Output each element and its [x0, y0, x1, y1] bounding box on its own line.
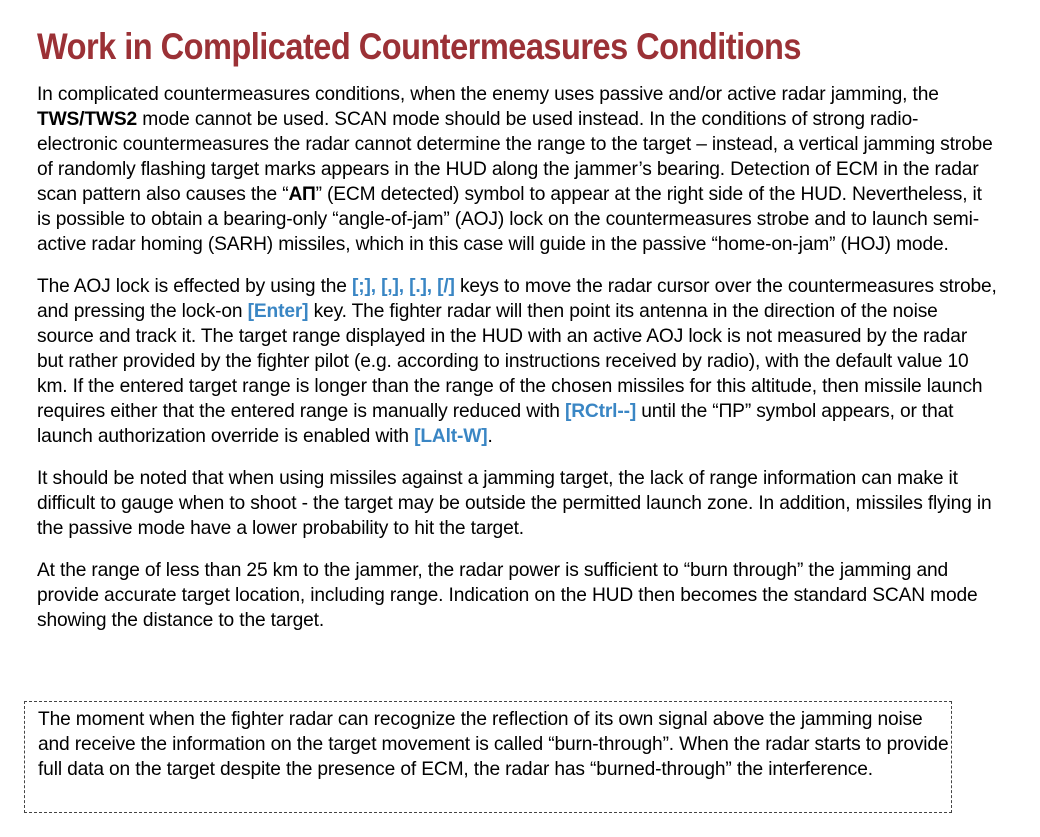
p2-text-a: The AOJ lock is effected by using the	[37, 276, 352, 297]
tws-mode-label: TWS/TWS2	[37, 109, 138, 130]
p1-text-c: mode cannot be used. SCAN mode should be used instead. In the conditions of strong radio-electronic countermeasures the radar cannot determine the range to the target – instead, a vertical jamming strobe of randomly flashing target marks appears in the HUD along the jammer’s bearing. Detection of ECM in the radar scan pattern also causes the “	[37, 109, 993, 205]
paragraph-aoj-lock	[37, 274, 997, 449]
cursor-keys: [;], [,], [.], [/]	[351, 276, 455, 297]
paragraph-complicated-conditions	[37, 82, 997, 257]
paragraph-jamming-target-note: It should be noted that when using missiles against a jamming target, the lack of range information can make it difficult to gauge when to shoot - the target may be outside the permitted launch zone. In addition, missiles flying in the passive mode have a lower probability to hit the target.	[37, 468, 992, 539]
paragraph-burn-through-range: At the range of less than 25 km to the jammer, the radar power is sufficient to “burn through” the jamming and provide accurate target location, including range. Indication on the HUD then becomes the standard SCAN mode showing the distance to the target.	[37, 560, 978, 631]
p2-text-e: .	[487, 426, 493, 447]
enter-key: [Enter]	[247, 301, 309, 322]
rctrl-minus-key: [RCtrl--]	[564, 401, 637, 422]
burn-through-note-box: The moment when the fighter radar can recognize the reflection of its own signal above the jamming noise and receive the information on the target movement is called “burn-through”. When the radar starts to provide full data on the target despite the presence of ECM, the radar has “burned-through” the interference.	[24, 701, 952, 813]
p1-text-e: ” (ECM detected) symbol to appear at the right side of the HUD. Nevertheless, it is possible to obtain a bearing-only “angle-of-jam” (AOJ) lock on the countermeasures strobe and to launch semi-active radar homing (SARH) missiles, which in this case will guide in the passive “home-on-jam” (HOJ) mode.	[37, 184, 982, 255]
page-title: Work in Complicated Countermeasures Conditions	[37, 26, 801, 67]
document-page	[37, 24, 997, 650]
p1-text-a: In complicated countermeasures conditions, when the enemy uses passive and/or active radar jamming, the	[37, 84, 939, 105]
lalt-w-key: [LAlt-W]	[414, 426, 488, 447]
p2-text-d: until the “ПР” symbol appears, or that launch authorization override is enabled with	[37, 401, 954, 447]
ecm-symbol: АП	[288, 184, 316, 205]
p2-text-b: keys to move the radar cursor over the countermeasures strobe, and pressing the lock-on	[37, 276, 997, 322]
p2-text-c: key. The fighter radar will then point its antenna in the direction of the noise source and track it. The target range displayed in the HUD with an active AOJ lock is not measured by the radar but rather provided by the fighter pilot (e.g. according to instructions received by radio), with the default value 10 km. If the entered target range is longer than the range of the chosen missiles for this altitude, then missile launch requires either that the entered range is manually reduced with	[37, 301, 983, 422]
